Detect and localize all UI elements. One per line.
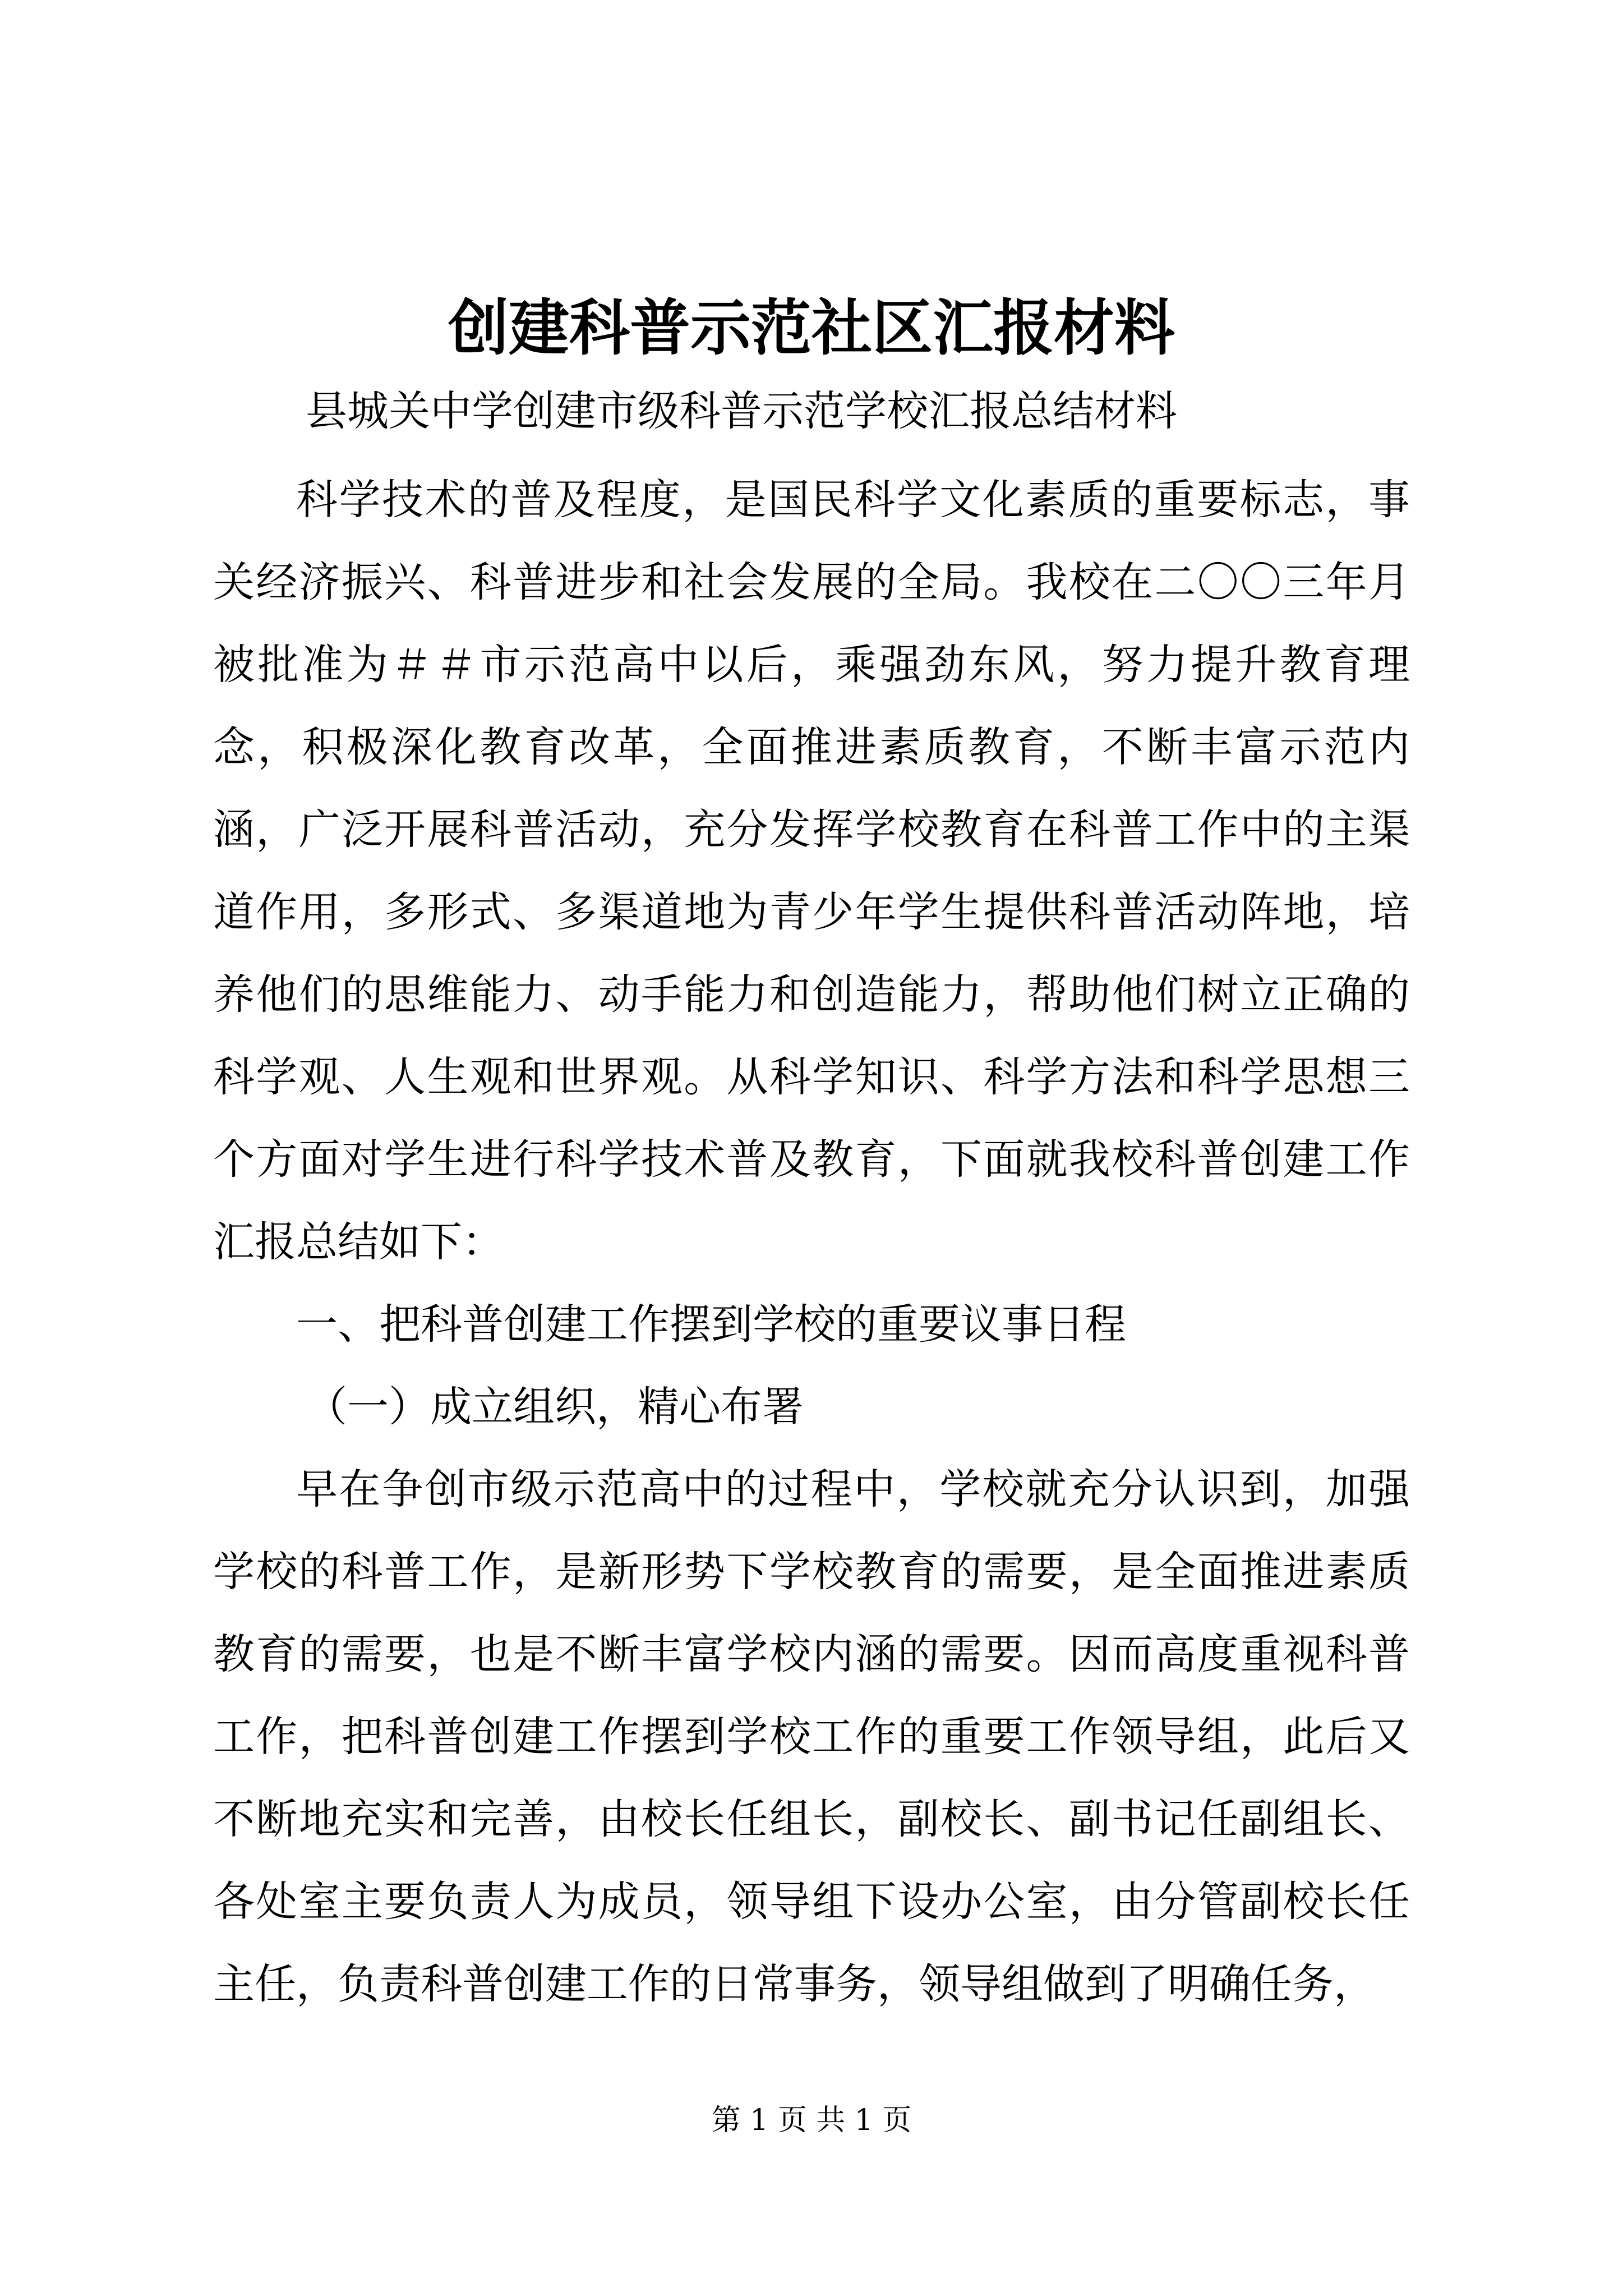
- page-title: 创建科普示范社区汇报材料: [448, 293, 1175, 364]
- document-body: [213, 459, 1410, 2026]
- section-heading: 一、把科普创建工作摆到学校的重要议事日程: [296, 1300, 1126, 1349]
- body-paragraph: 早在争创市级示范高中的过程中，学校就充分认识到，加强学校的科普工作，是新形势下学校教育的需要，是全面推进素质教育的需要，也是不断丰富学校内涵的需要。因而高度重视科普工作，把科普创建工作摆到学校工作的重要工作领导组，此后又不断地充实和完善，由校长任组长，副校长、副书记任副组长、各处室主要负责人为成员，领导组下设办公室，由分管副校长任主任，负责科普创建工作的日常事务，领导组做到了明确任务，: [213, 1465, 1410, 2008]
- page-number-footer: 第 1 页 共 1 页: [711, 2104, 912, 2137]
- subsection-heading: （一）成立组织，精心布署: [306, 1383, 804, 1431]
- intro-paragraph: 科学技术的普及程度，是国民科学文化素质的重要标志，事关经济振兴、科普进步和社会发展的全局。我校在二〇〇三年月被批准为＃＃市示范高中以后，乘强劲东风，努力提升教育理念，积极深化教育改革，全面推进素质教育，不断丰富示范内涵，广泛开展科普活动，充分发挥学校教育在科普工作中的主渠道作用，多形式、多渠道地为青少年学生提供科普活动阵地，培养他们的思维能力、动手能力和创造能力，帮助他们树立正确的科学观、人生观和世界观。从科学知识、科学方法和科学思想三个方面对学生进行科学技术普及教育，下面就我校科普创建工作汇报总结如下：: [213, 476, 1410, 1266]
- document-subtitle: 县城关中学创建市级科普示范学校汇报总结材料: [306, 387, 1177, 435]
